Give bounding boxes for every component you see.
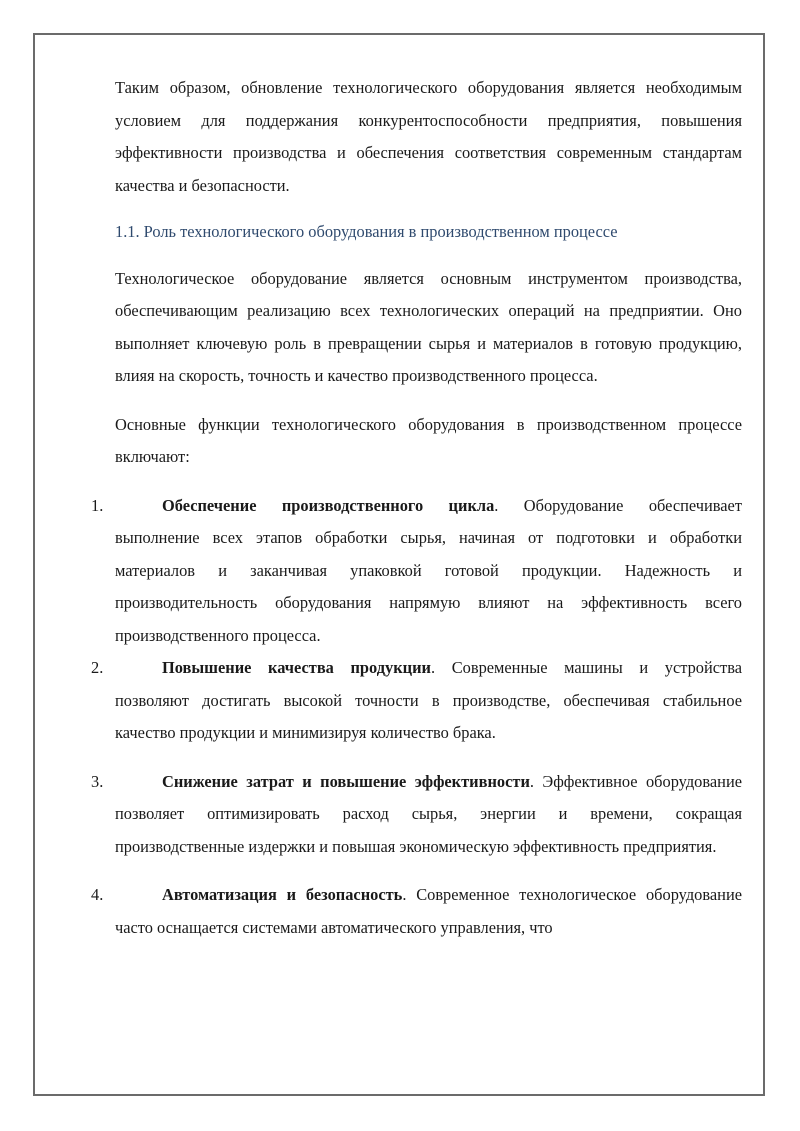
list-item-body: . Эффективное оборудование позволяет оптимизировать расход сырья, энергии и времени, сокращая производственные издержки и повышая экономическую эффективность предприятия.: [115, 771, 742, 856]
functions-list: [91, 490, 742, 945]
intro-paragraph: Таким образом, обновление технологического оборудования является необходимым условием для поддержания конкурентоспособности предприятия, повышения эффективности производства и обеспечения соответствия современным стандартам качества и безопасности.: [115, 78, 742, 195]
list-item-text: [115, 879, 742, 944]
list-item-body: . Современные машины и устройства позволяют достигать высокой точности в производстве, обеспечивая стабильное качество продукции и минимизируя количество брака.: [115, 658, 742, 742]
list-item-number: 4.: [91, 885, 104, 904]
list-item-number: 2.: [91, 658, 104, 677]
list-item: [91, 652, 742, 750]
list-item-text: [115, 766, 742, 864]
list-item-text: [115, 652, 742, 750]
paragraph-spacer: [115, 393, 742, 409]
body-paragraph-2: Основные функции технологического оборудования в производственном процессе включают:: [115, 414, 742, 466]
list-item-number: 1.: [91, 495, 104, 515]
body-paragraph-1: Технологическое оборудование является основным инструментом производства, обеспечивающим реализацию всех технологических операций на предприятии. Оно выполняет ключевую роль в превращении сырья и материалов в готовую продукцию, влияя на скорость, точность и качество производственного процесса.: [115, 268, 742, 385]
paragraph-spacer: [115, 474, 742, 490]
list-item-title: Повышение качества продукции: [162, 658, 432, 677]
list-item: [91, 879, 742, 944]
list-item-title: Автоматизация и безопасность: [162, 885, 403, 904]
list-item: [91, 766, 742, 864]
list-item-title: Обеспечение производственного цикла: [162, 495, 495, 515]
section-heading: 1.1. Роль технологического оборудования в производственном процессе: [115, 222, 618, 241]
list-item: [91, 490, 742, 653]
list-item-body: . Оборудование обеспечивает выполнение всех этапов обработки сырья, начиная от подготовки и обработки материалов и заканчивая упаковкой готовой продукции. Надежность и производительность оборудования напрямую влияют на эффективность всего производственного процесса.: [115, 495, 742, 645]
document-body: [91, 72, 742, 944]
list-item-title: Снижение затрат и повышение эффективности: [162, 771, 530, 791]
list-item-number: 3.: [91, 771, 104, 791]
list-item-text: [115, 490, 742, 653]
list-item-body: . Современное технологическое оборудование часто оснащается системами автоматического управления, что: [115, 885, 742, 937]
